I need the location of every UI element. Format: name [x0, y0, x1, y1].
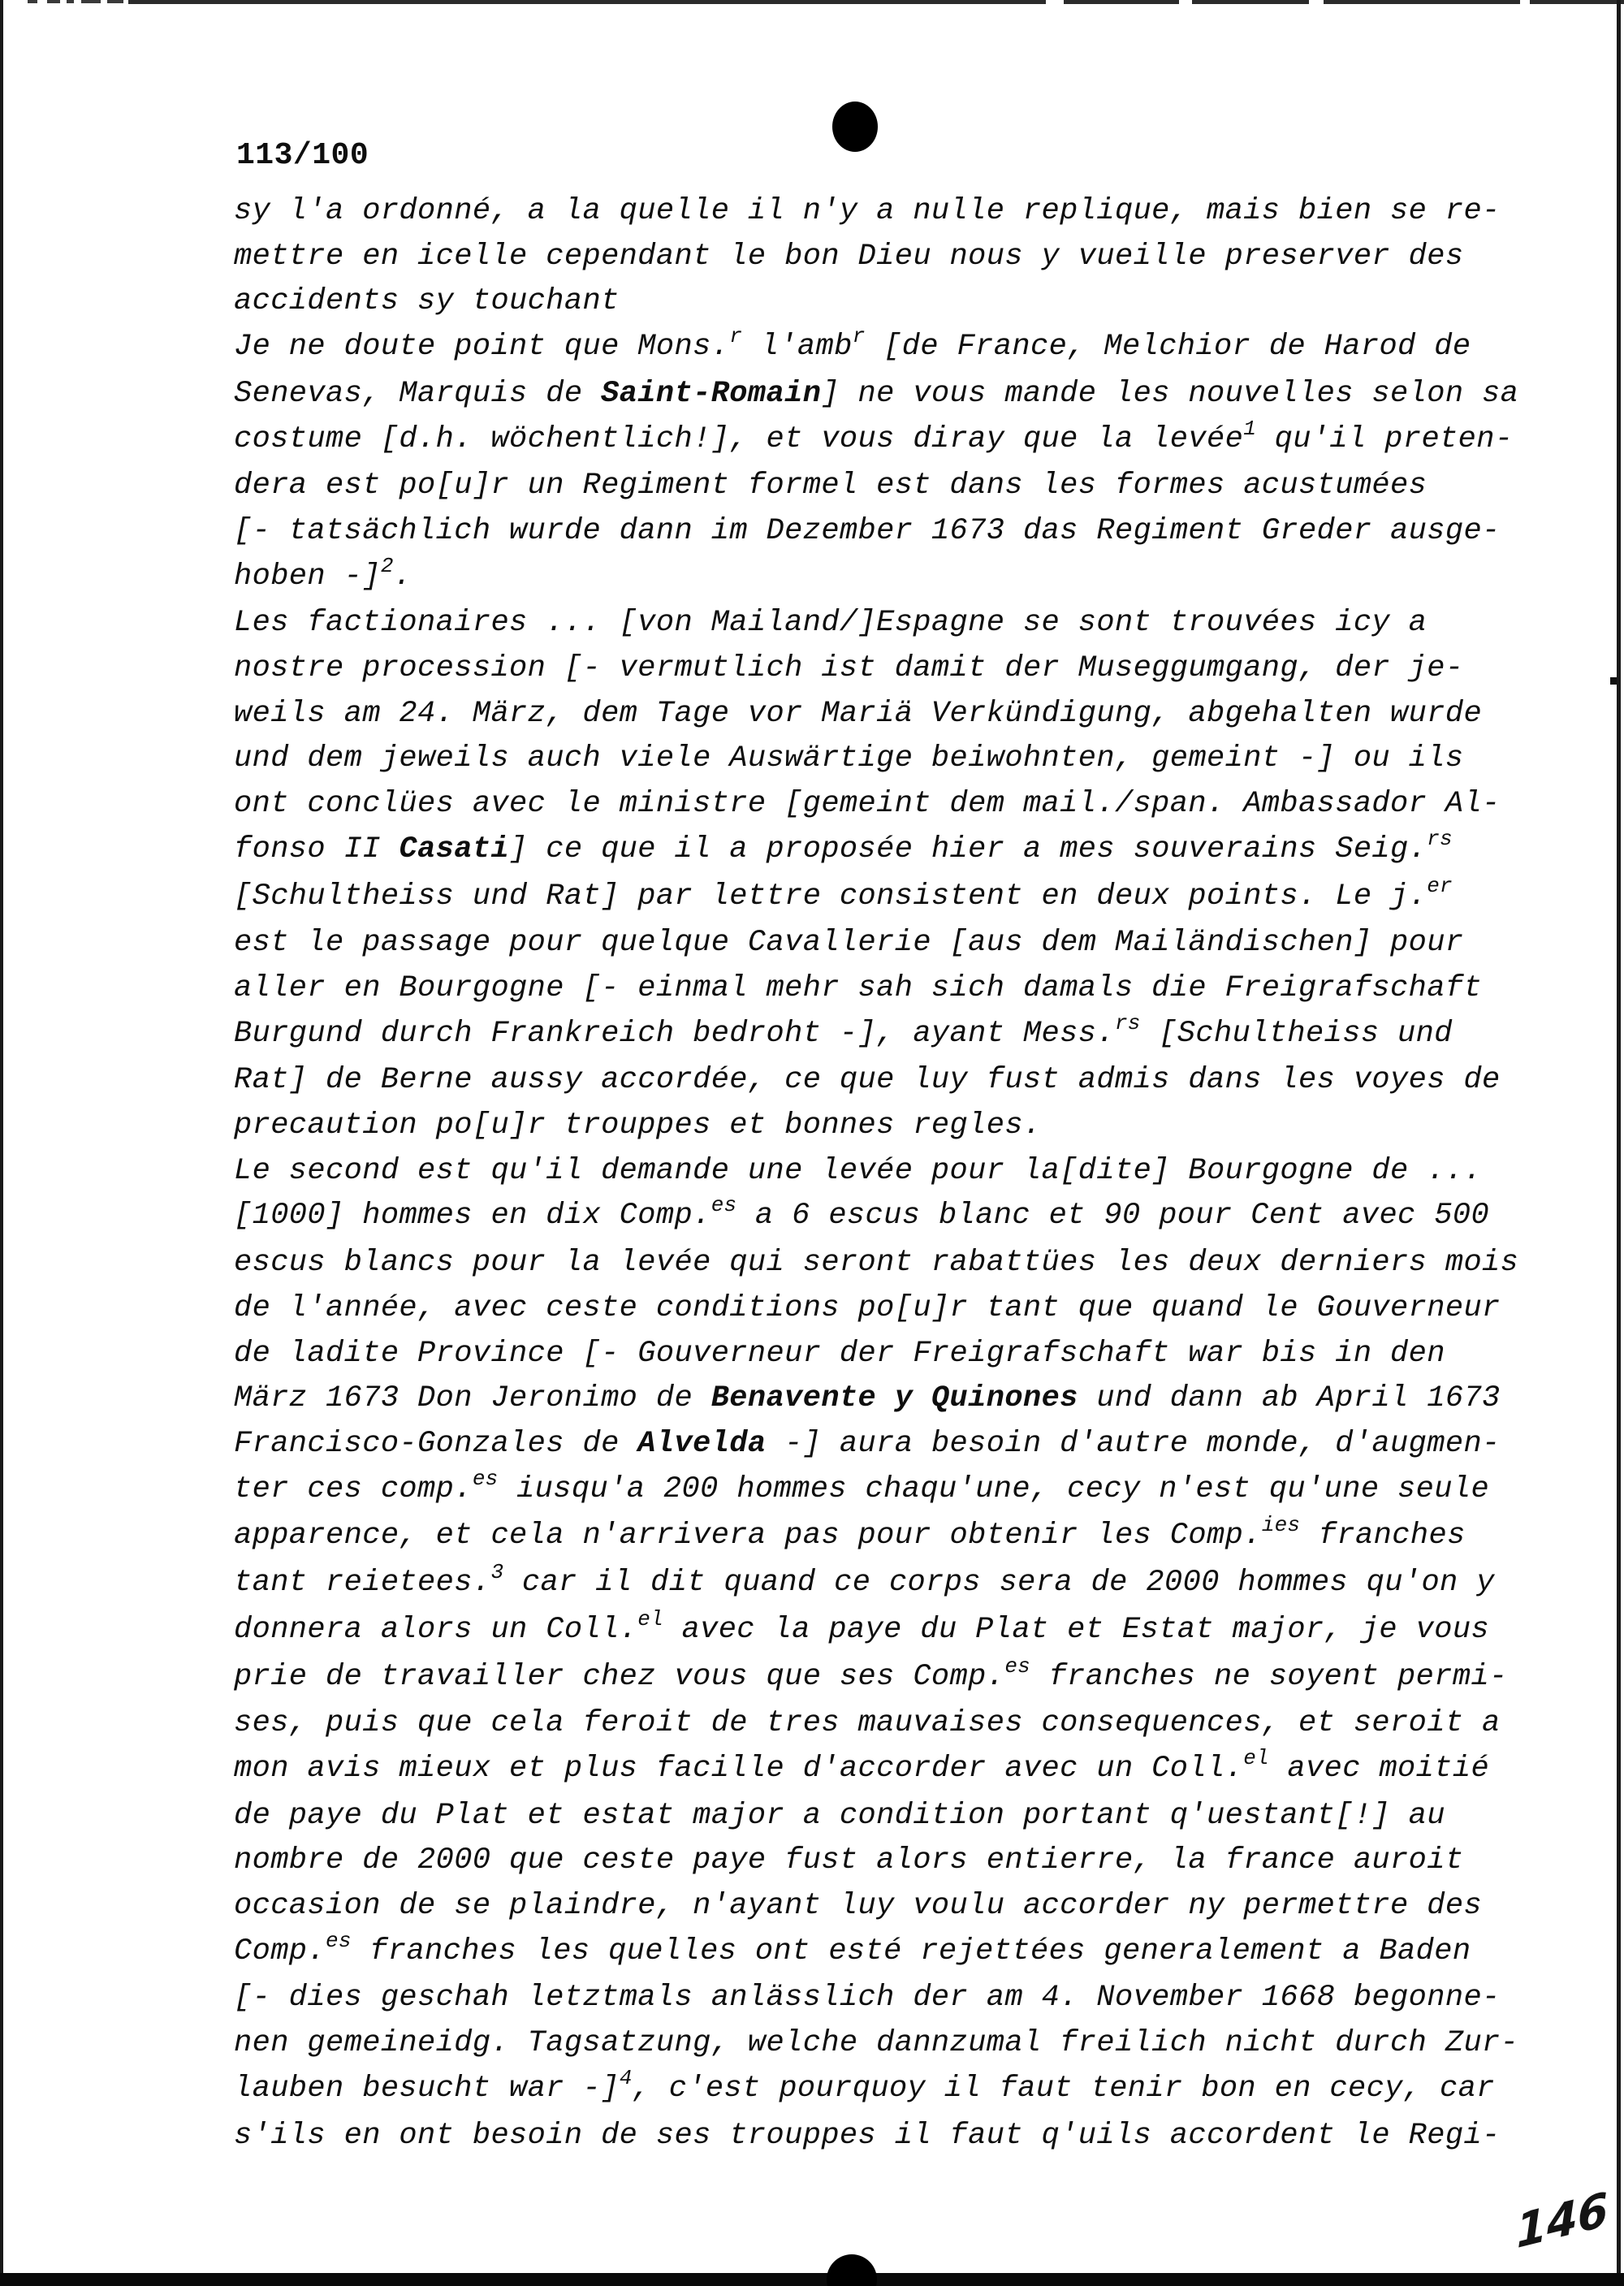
text-line: Burgund durch Frankreich bedroht -], ayant Mess.$^{rs}$ [Schultheiss und [234, 1010, 1453, 1051]
text-line: costume [d.h. wöchentlich!], et vous diray que la levée$^1$ qu'il preten- [234, 416, 1514, 456]
text-line: ter ces comp.$^{es}$ iusqu'a 200 hommes chaqu'une, cecy n'est qu'une seule [234, 1466, 1490, 1506]
text-line: nen gemeineidg. Tagsatzung, welche dannzumal freilich nicht durch Zur- [234, 2026, 1519, 2061]
text-line: aller en Bourgogne [- einmal mehr sah sich damals die Freigrafschaft [234, 970, 1483, 1005]
text-line: mon avis mieux et plus facille d'accorder avec un Coll.$^{el}$ avec moitié [234, 1745, 1490, 1786]
text-line: apparence, et cela n'arrivera pas pour obtenir les Comp.$^{ies}$ franches [234, 1513, 1466, 1554]
text-line: occasion de se plaindre, n'ayant luy voulu accorder ny permettre des [234, 1889, 1483, 1924]
scan-dash [67, 0, 74, 3]
text-line: escus blancs pour la levée qui seront rabattües les deux derniers mois [234, 1246, 1519, 1281]
text-line: [1000] hommes en dix Comp.$^{es}$ a 6 escus blanc et 90 pour Cent avec 500 [234, 1193, 1490, 1234]
text-line: prie de travailler chez vous que ses Comp.$^{es}$ franches ne soyent permi- [234, 1653, 1508, 1694]
text-line: accidents sy touchant [234, 284, 620, 319]
scan-edge-left [0, 0, 3, 2286]
page-number: 113/100 [236, 138, 369, 173]
text-line: de paye du Plat et estat major a condition portant q'uestant[!] au [234, 1798, 1445, 1833]
text-line: weils am 24. März, dem Tage vor Mariä Verkündigung, abgehalten wurde [234, 696, 1483, 731]
text-line: lauben besucht war -]$^4$, c'est pourquoy il faut tenir bon en cecy, car [234, 2065, 1495, 2106]
handwritten-folio-number: 146 [1515, 2182, 1609, 2260]
text-line: [Schultheiss und Rat] par lettre consistent en deux points. Le j.$^{er}$ [234, 873, 1453, 914]
text-line: März 1673 Don Jeronimo de Benavente y Quinones und dann ab April 1673 [234, 1381, 1501, 1416]
text-line: dera est po[u]r un Regiment formel est dans les formes acustumées [234, 469, 1427, 503]
text-line: de l'année, avec ceste conditions po[u]r tant que quand le Gouverneur [234, 1290, 1501, 1325]
text-line: und dem jeweils auch viele Auswärtige beiwohnten, gemeint -] ou ils [234, 741, 1464, 776]
scan-edge-top [128, 0, 1624, 4]
scan-edge-gap [1179, 0, 1192, 4]
text-line: Francisco-Gonzales de Alvelda -] aura besoin d'autre monde, d'augmen- [234, 1426, 1501, 1461]
text-line: donnera alors un Coll.$^{el}$ avec la paye du Plat et Estat major, je vous [234, 1606, 1490, 1647]
text-line: Comp.$^{es}$ franches les quelles ont esté rejettées generalement a Baden [234, 1928, 1471, 1968]
text-line: s'ils en ont besoin de ses trouppes il faut q'uils accordent le Regi- [234, 2118, 1501, 2153]
scan-dash [47, 0, 60, 3]
text-line: Le second est qu'il demande une levée pour la[dite] Bourgogne de ... [234, 1153, 1483, 1188]
text-line: [- dies geschah letztmals anlässlich der am 4. November 1668 begonne- [234, 1981, 1501, 2016]
text-line: Les factionaires ... [von Mailand/]Espagne se sont trouvées icy a [234, 606, 1427, 641]
document-body-text [234, 189, 1574, 2159]
hole-punch-dot-top [832, 102, 878, 152]
scan-dash [107, 0, 123, 3]
text-line: Rat] de Berne aussy accordée, ce que luy fust admis dans les voyes de [234, 1063, 1501, 1098]
scan-edge-right [1617, 0, 1621, 2286]
text-line: tant reietees.$^3$ car il dit quand ce corps sera de 2000 hommes qu'on y [234, 1560, 1495, 1601]
text-line: [- tatsächlich wurde dann im Dezember 1673 das Regiment Greder ausge- [234, 513, 1501, 548]
scan-speck [1610, 677, 1617, 685]
text-line: Senevas, Marquis de Saint-Romain] ne vous mande les nouvelles selon sa [234, 376, 1519, 411]
text-line: precaution po[u]r trouppes et bonnes regles. [234, 1108, 1042, 1143]
scan-dash [28, 0, 37, 3]
scan-dash [81, 0, 101, 3]
scan-edge-gap [1309, 0, 1324, 4]
text-line: hoben -]$^2$. [234, 553, 412, 594]
text-line: nostre procession [- vermutlich ist damit der Museggumgang, der je- [234, 651, 1464, 686]
text-line: Je ne doute point que Mons.$^r$ l'amb$^r$ [de France, Melchior de Harod de [234, 324, 1471, 365]
text-line: fonso II Casati] ce que il a proposée hier a mes souverains Seig.$^{rs}$ [234, 826, 1453, 866]
scan-edge-gap [1520, 0, 1530, 4]
text-line: ses, puis que cela feroit de tres mauvaises consequences, et seroit a [234, 1706, 1501, 1741]
text-line: nombre de 2000 que ceste paye fust alors entierre, la france auroit [234, 1843, 1464, 1878]
text-line: mettre en icelle cependant le bon Dieu nous y vueille preserver des [234, 239, 1464, 274]
text-line: est le passage pour quelque Cavallerie [aus dem Mailändischen] pour [234, 926, 1464, 961]
text-line: ont conclües avec le ministre [gemeint dem mail./span. Ambassador Al- [234, 787, 1501, 822]
scan-edge-gap [1046, 0, 1064, 4]
text-line: de ladite Province [- Gouverneur der Freigrafschaft war bis in den [234, 1336, 1445, 1371]
scan-edge-bottom [0, 2273, 1624, 2286]
text-line: sy l'a ordonné, a la quelle il n'y a nulle replique, mais bien se re- [234, 194, 1501, 228]
hole-punch-dot-bottom [827, 2254, 877, 2286]
